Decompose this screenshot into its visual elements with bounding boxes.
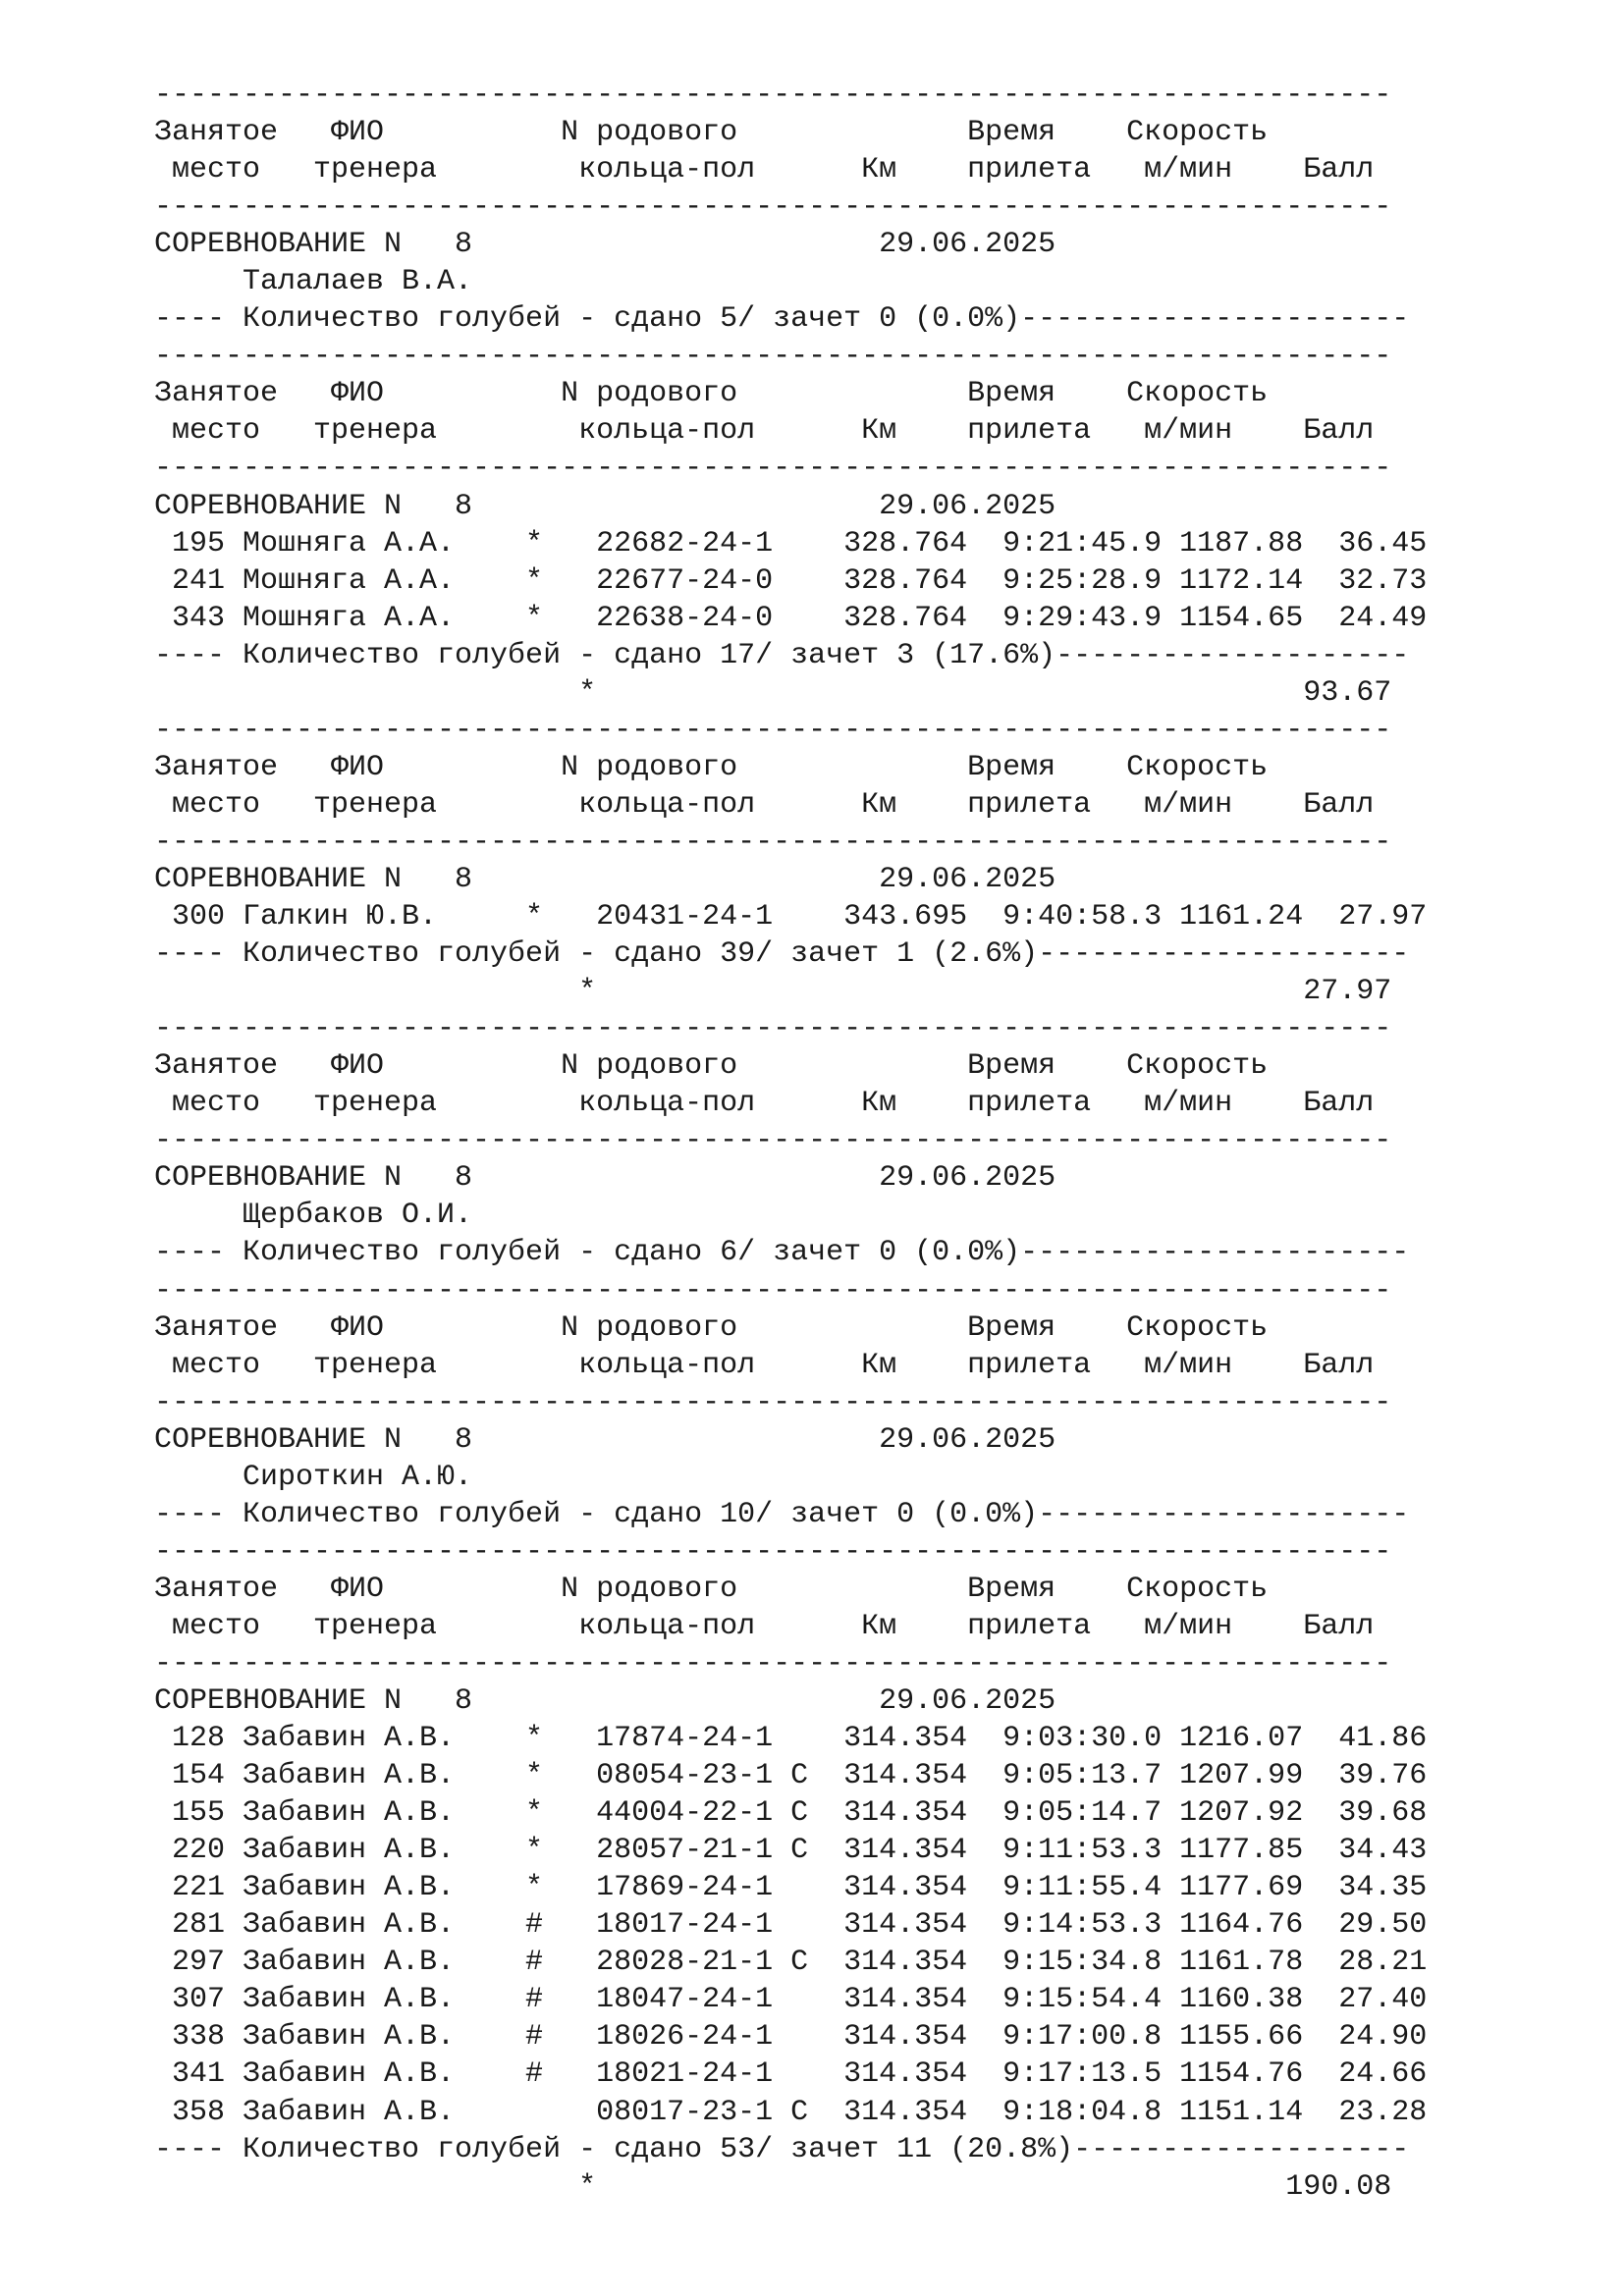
result-row: 220 Забавин А.В. * 28057-21-1 С 314.354 9:11:53.3 1177.85 34.43 [154, 1834, 1428, 1868]
result-row: 281 Забавин А.В. # 18017-24-1 314.354 9:14:53.3 1164.76 29.50 [154, 1908, 1428, 1943]
column-header-line-1: Занятое ФИО N родового Время Скорость [154, 750, 1269, 784]
result-row: 128 Забавин А.В. * 17874-24-1 314.354 9:03:30.0 1216.07 41.86 [154, 1722, 1428, 1756]
header-rule: ---------------------------------------------------------------------- [154, 1273, 1392, 1308]
result-row: 195 Мошняга А.А. * 22682-24-1 328.764 9:21:45.9 1187.88 36.45 [154, 526, 1428, 561]
competition-line: СОРЕВНОВАНИЕ N 8 29.06.2025 [154, 862, 1056, 896]
column-header-line-1: Занятое ФИО N родового Время Скорость [154, 377, 1269, 411]
header-rule: ---------------------------------------------------------------------- [154, 1534, 1392, 1569]
result-row: 297 Забавин А.В. # 28028-21-1 С 314.354 9:15:34.8 1161.78 28.21 [154, 1946, 1428, 1980]
trainer-name: Талалаев В.А. [154, 265, 473, 299]
competition-line: СОРЕВНОВАНИЕ N 8 29.06.2025 [154, 1422, 1056, 1457]
trainer-name: Щербаков О.И. [154, 1199, 473, 1233]
header-rule: ---------------------------------------------------------------------- [154, 825, 1392, 859]
result-row: 307 Забавин А.В. # 18047-24-1 314.354 9:15:54.4 1160.38 27.40 [154, 1983, 1428, 2017]
header-rule: ---------------------------------------------------------------------- [154, 1646, 1392, 1681]
column-header-line-2: место тренера кольца-пол Км прилета м/мин Балл [154, 787, 1375, 822]
header-rule: ---------------------------------------------------------------------- [154, 190, 1392, 225]
column-header-line-1: Занятое ФИО N родового Время Скорость [154, 116, 1269, 150]
total-score-line: * 27.97 [154, 975, 1392, 1009]
header-rule: ---------------------------------------------------------------------- [154, 1124, 1392, 1158]
trainer-name: Сироткин А.Ю. [154, 1460, 473, 1494]
result-row: 155 Забавин А.В. * 44004-22-1 С 314.354 9:05:14.7 1207.92 39.68 [154, 1796, 1428, 1831]
column-header-line-2: место тренера кольца-пол Км прилета м/мин Балл [154, 1087, 1375, 1121]
header-rule: ---------------------------------------------------------------------- [154, 1385, 1392, 1419]
summary-line: ---- Количество голубей - сдано 53/ зачет 11 (20.8%)------------------- [154, 2132, 1410, 2166]
summary-line: ---- Количество голубей - сдано 6/ зачет 0 (0.0%)---------------------- [154, 1236, 1410, 1270]
header-rule: ---------------------------------------------------------------------- [154, 1012, 1392, 1046]
result-row: 154 Забавин А.В. * 08054-23-1 С 314.354 9:05:13.7 1207.99 39.76 [154, 1759, 1428, 1793]
header-rule: ---------------------------------------------------------------------- [154, 713, 1392, 747]
result-row: 358 Забавин А.В. 08017-23-1 С 314.354 9:18:04.8 1151.14 23.28 [154, 2095, 1428, 2129]
result-row: 338 Забавин А.В. # 18026-24-1 314.354 9:17:00.8 1155.66 24.90 [154, 2020, 1428, 2055]
competition-line: СОРЕВНОВАНИЕ N 8 29.06.2025 [154, 228, 1056, 262]
summary-line: ---- Количество голубей - сдано 5/ зачет 0 (0.0%)---------------------- [154, 302, 1410, 337]
summary-line: ---- Количество голубей - сдано 39/ зачет 1 (2.6%)--------------------- [154, 937, 1410, 972]
results-printout [154, 77, 1588, 2206]
header-rule: ---------------------------------------------------------------------- [154, 340, 1392, 374]
result-row: 241 Мошняга А.А. * 22677-24-0 328.764 9:25:28.9 1172.14 32.73 [154, 563, 1428, 598]
column-header-line-2: место тренера кольца-пол Км прилета м/мин Балл [154, 1609, 1375, 1643]
column-header-line-2: место тренера кольца-пол Км прилета м/мин Балл [154, 153, 1375, 187]
summary-line: ---- Количество голубей - сдано 10/ зачет 0 (0.0%)--------------------- [154, 1497, 1410, 1531]
column-header-line-1: Занятое ФИО N родового Время Скорость [154, 1572, 1269, 1606]
total-score-line: * 190.08 [154, 2169, 1392, 2204]
column-header-line-2: место тренера кольца-пол Км прилета м/мин Балл [154, 1348, 1375, 1382]
column-header-line-1: Занятое ФИО N родового Время Скорость [154, 1310, 1269, 1345]
summary-line: ---- Количество голубей - сдано 17/ зачет 3 (17.6%)-------------------- [154, 638, 1410, 672]
total-score-line: * 93.67 [154, 675, 1392, 710]
column-header-line-2: место тренера кольца-пол Км прилета м/мин Балл [154, 414, 1375, 449]
result-row: 341 Забавин А.В. # 18021-24-1 314.354 9:17:13.5 1154.76 24.66 [154, 2057, 1428, 2092]
competition-line: СОРЕВНОВАНИЕ N 8 29.06.2025 [154, 1161, 1056, 1196]
result-row: 221 Забавин А.В. * 17869-24-1 314.354 9:11:55.4 1177.69 34.35 [154, 1871, 1428, 1905]
header-rule: ---------------------------------------------------------------------- [154, 79, 1392, 112]
competition-line: СОРЕВНОВАНИЕ N 8 29.06.2025 [154, 489, 1056, 523]
result-row: 300 Галкин Ю.В. * 20431-24-1 343.695 9:40:58.3 1161.24 27.97 [154, 900, 1428, 934]
header-rule: ---------------------------------------------------------------------- [154, 452, 1392, 486]
result-row: 343 Мошняга А.А. * 22638-24-0 328.764 9:29:43.9 1154.65 24.49 [154, 601, 1428, 635]
column-header-line-1: Занятое ФИО N родового Время Скорость [154, 1049, 1269, 1084]
competition-line: СОРЕВНОВАНИЕ N 8 29.06.2025 [154, 1684, 1056, 1719]
